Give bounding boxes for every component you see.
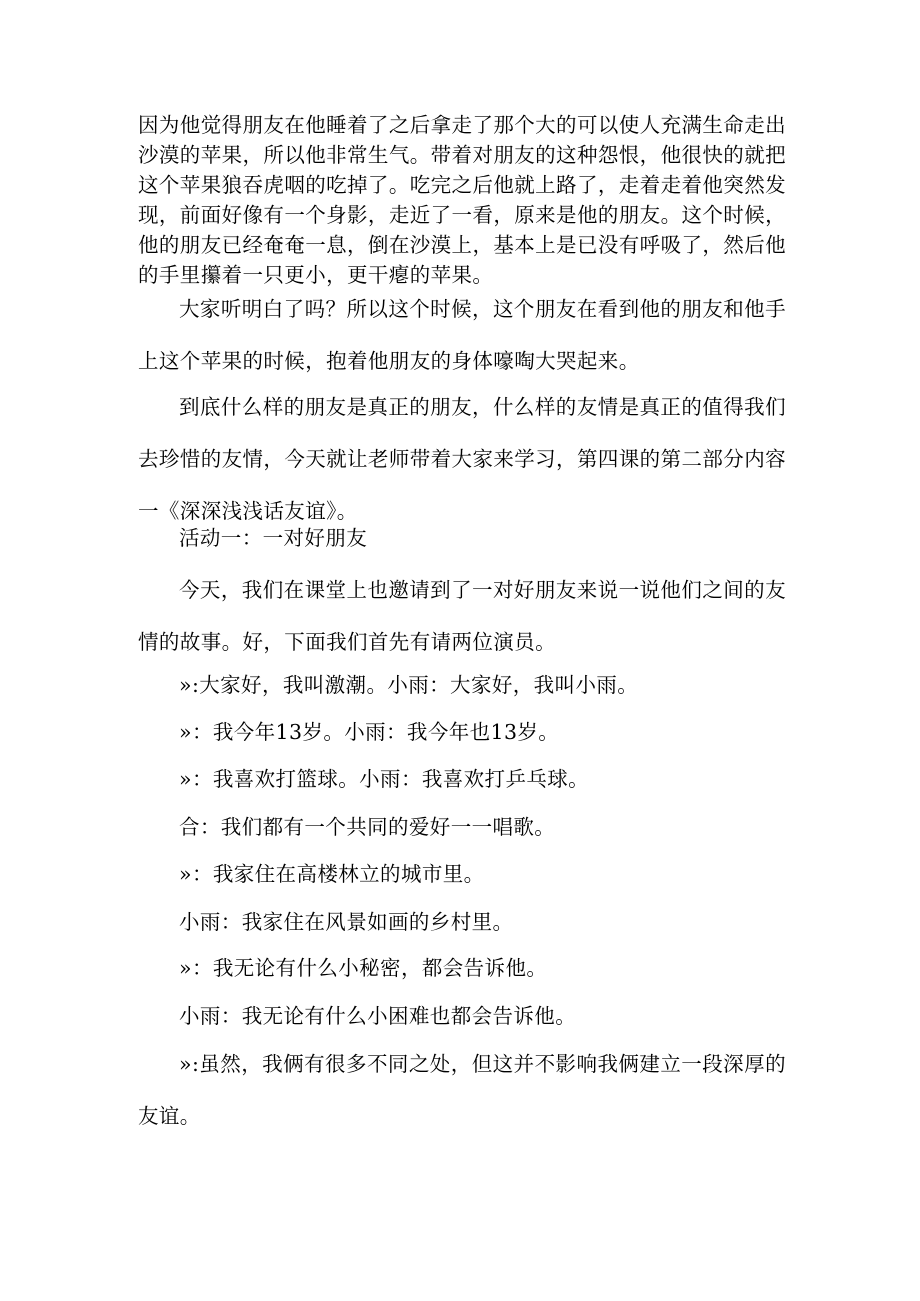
- dialogue-line-6: 小雨：我家住在风景如画的乡村里。: [179, 910, 514, 934]
- paragraph-3: 到底什么样的朋友是真正的朋友，什么样的友情是真正的值得我们去珍惜的友情，今天就让老师带着大家来学习，第四课的第二部分内容一《深深浅浅话友谊》。: [138, 395, 786, 523]
- paragraph-2: 大家听明白了吗？所以这个时候，这个朋友在看到他的朋友和他手上这个苹果的时候，抱着他朋友的身体嚎啕大哭起来。: [138, 297, 786, 373]
- dialogue-line-7: »：我无论有什么小秘密，都会告诉他。: [179, 956, 548, 980]
- activity-heading: 活动一：一对好朋友: [179, 526, 368, 550]
- dialogue-line-9: »:虽然，我俩有很多不同之处，但这并不影响我俩建立一段深厚的友谊。: [138, 1052, 786, 1128]
- dialogue-line-4: 合：我们都有一个共同的爱好一一唱歌。: [179, 815, 556, 839]
- dialogue-line-1: »:大家好，我叫激潮。小雨：大家好，我叫小雨。: [179, 673, 639, 697]
- dialogue-line-8: 小雨：我无论有什么小困难也都会告诉他。: [179, 1004, 577, 1028]
- dialogue-line-3: »：我喜欢打篮球。小雨：我喜欢打乒乓球。: [179, 767, 590, 791]
- dialogue-line-2: »：我今年13岁。小雨：我今年也13岁。: [179, 720, 560, 744]
- dialogue-line-5: »：我家住在高楼林立的城市里。: [179, 862, 485, 886]
- paragraph-5: 今天，我们在课堂上也邀请到了一对好朋友来说一说他们之间的友情的故事。好，下面我们首先有请两位演员。: [138, 578, 786, 654]
- paragraph-1: 因为他觉得朋友在他睡着了之后拿走了那个大的可以使人充满生命走出沙漠的苹果，所以他非常生气。带着对朋友的这种怨恨，他很快的就把这个苹果狼吞虎咽的吃掉了。吃完之后他就上路了，走着走着他突然发现，前面好像有一个身影，走近了一看，原来是他的朋友。这个时候，他的朋友已经奄奄一息，倒在沙漠上，基本上是已没有呼吸了，然后他的手里攥着一只更小，更干瘪的苹果。: [138, 113, 786, 287]
